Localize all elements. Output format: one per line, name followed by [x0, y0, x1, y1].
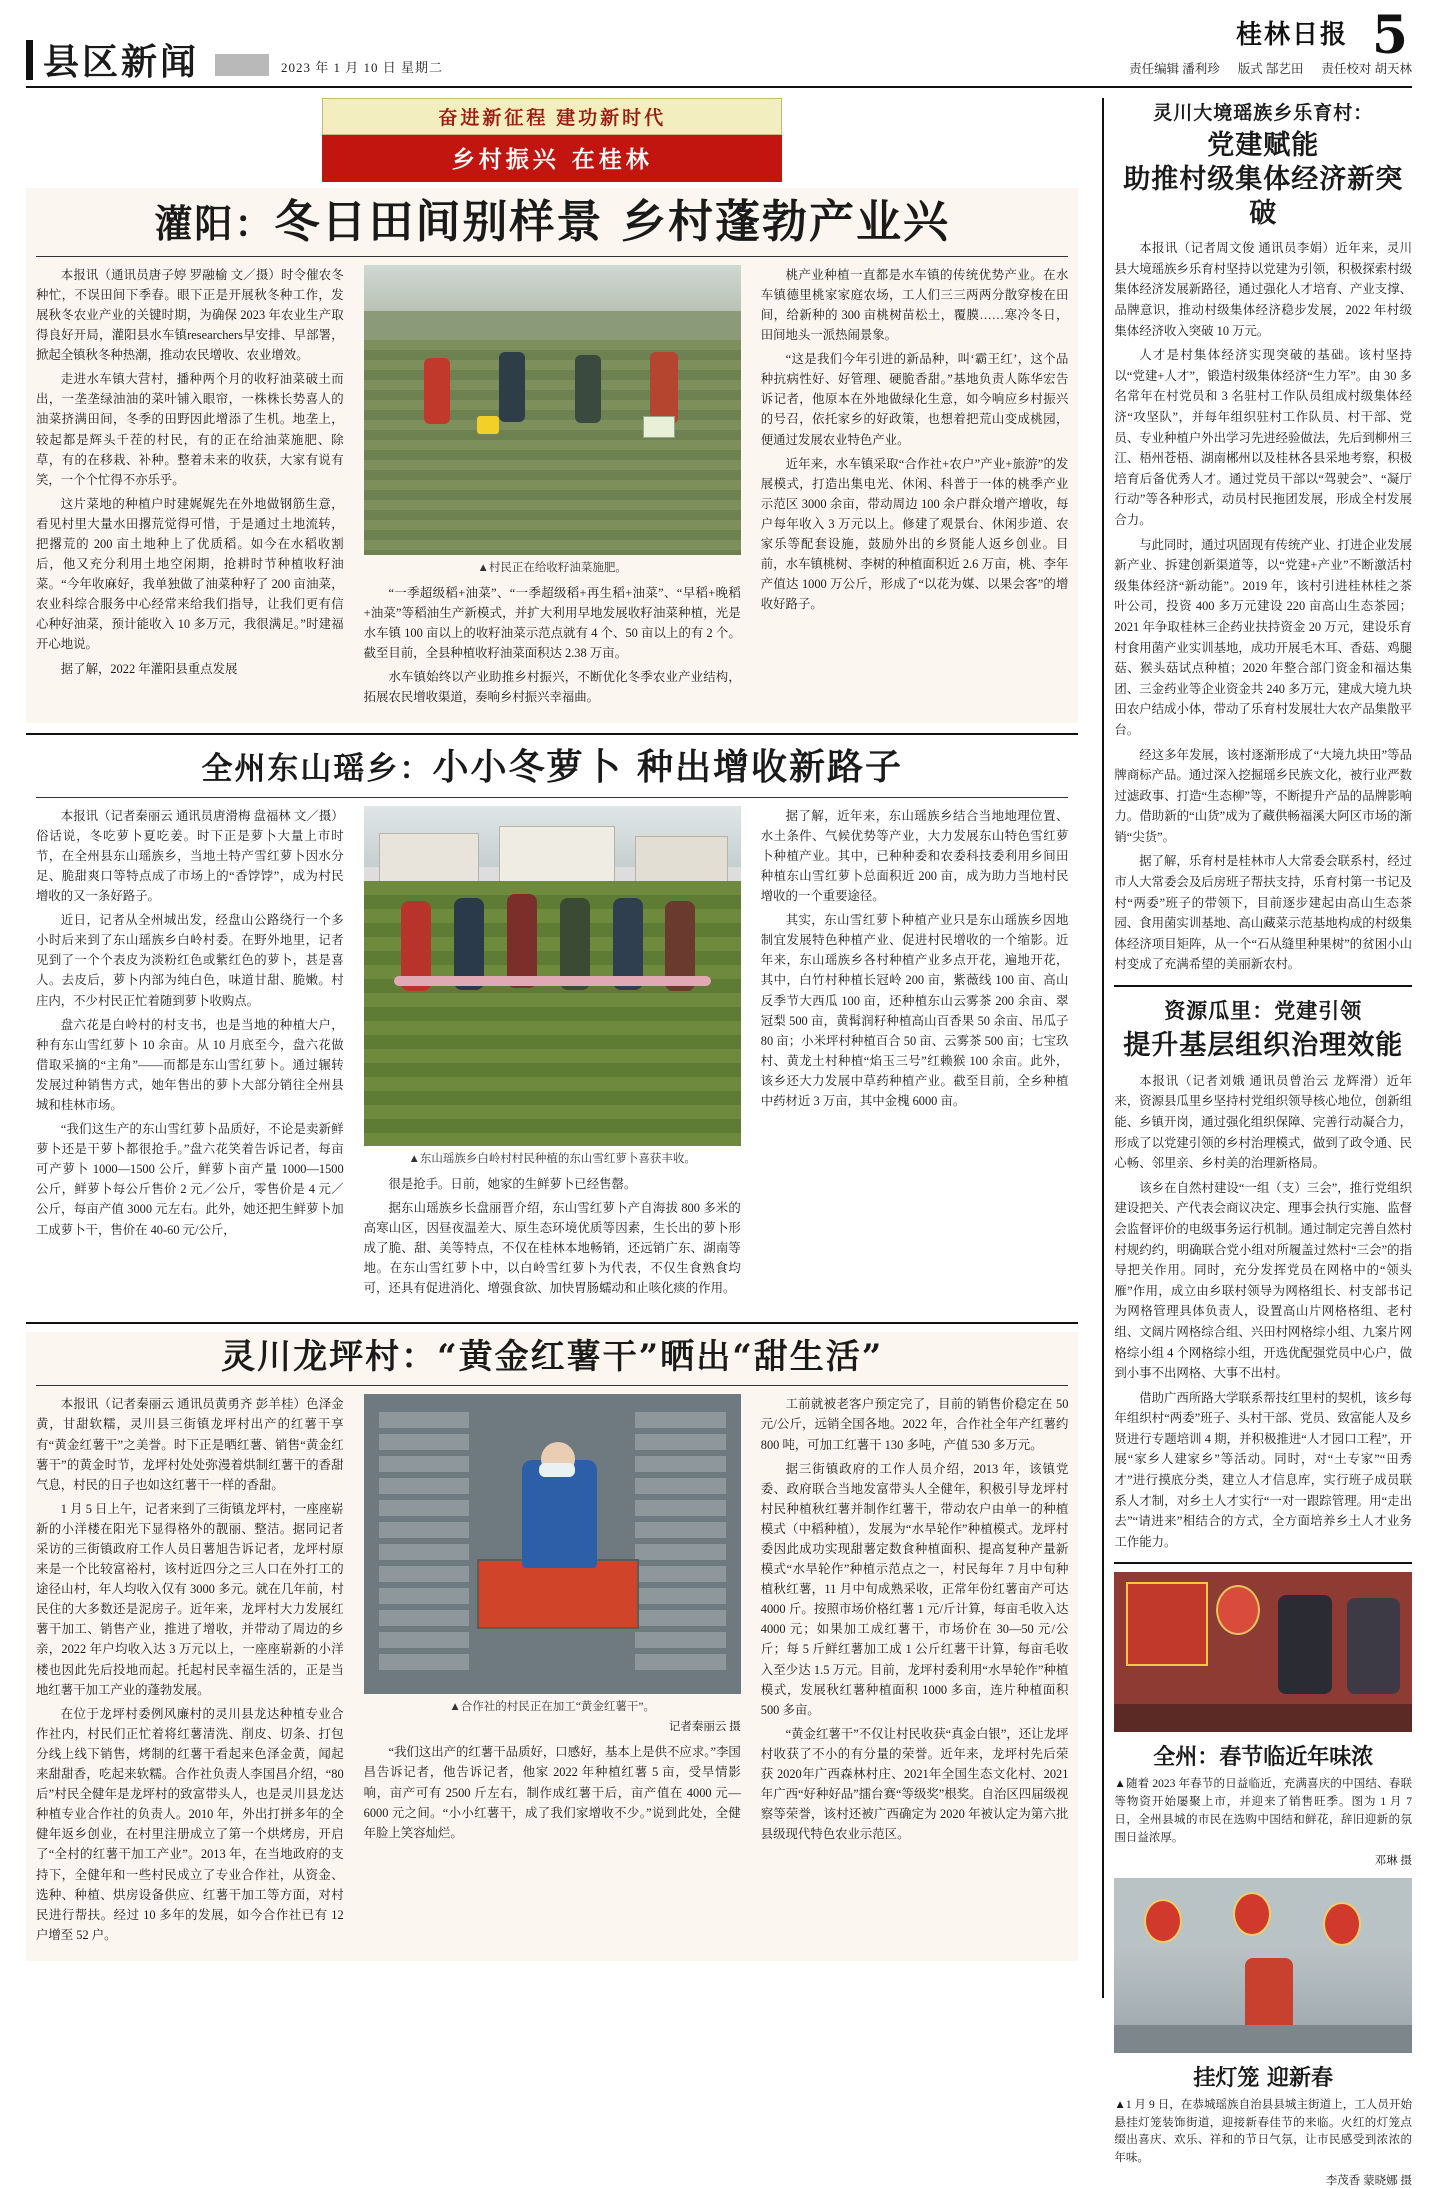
right2-body — [1114, 1071, 1412, 1553]
article2-col2-text — [364, 1174, 741, 1299]
right2-kicker: 资源瓜里：党建引领 — [1164, 998, 1363, 1024]
article3-col1 — [36, 1394, 344, 1949]
article3-figure — [364, 1394, 741, 1949]
paper-nameplate: 桂林日报 — [1235, 20, 1348, 50]
photo-person-1 — [424, 358, 450, 424]
masthead-date: 2023 年 1 月 10 日 星期二 — [281, 60, 444, 75]
article3-p7: “黄金红薯干”不仅让村民收获“真金白银”，还让龙坪村收获了不小的有分量的荣誉。近年来，龙坪村先后荣获 2020年广西森林村庄、2021年全国生态文化村、2021年广西“好种好品”擂台赛“等级奖”根奖。自治区四届级视察等荣誉，该村还被广西确定为 2020 年被认定为第六批县级现代特色农业示范区。 — [760, 1726, 1069, 1842]
photo-field — [364, 340, 741, 555]
right4-road — [1114, 2025, 1412, 2053]
divider-1 — [26, 733, 1078, 735]
right-article-1 — [1114, 98, 1412, 975]
photo-treeline — [364, 311, 741, 340]
article1-photo — [364, 265, 741, 555]
article3-p1: 本报讯（记者秦丽云 通讯员黄勇齐 彭羊桂）色泽金黄，甘甜软糯，灵川县三街镇龙坪村出产的红薯干享有“黄金红薯干”之美誉。时下正是晒红薯、销售“黄金红薯干”的黄金时节，龙坪村处处弥漫着烘制红薯干的香甜气息，村民的日子也如这红薯干一样的香甜。 — [36, 1397, 344, 1492]
right2-p2: 该乡在自然村建设“一组（支）三会”，推行党组织建设把关、产代表会商议决定、理事会执行实施、监督会监督评价的电级事务运行机制。通过制定完善自然村村规约约，明确联合党小组对所履盖过然村“三会”的指导把关作用。同时，充分发挥党员在网格中的“领头雁”作用，成立由乡联村领导为网格组长、村支部书记为网格管理具体负责人，设置高山片网格格组、老村组、文阔片网格综合组、兴田村网格综小组、九案片网格综小组 4 个网格综小组，开选优配强党员中心户，做到小事不出网格、大事不出村。 — [1114, 1180, 1412, 1381]
campaign-banner — [322, 98, 782, 182]
article2-col3 — [761, 806, 1069, 1303]
article1-col1 — [36, 265, 344, 712]
article3-p5: 工前就被老客户预定完了，目前的销售价稳定在 50 元/公斤，远销全国各地。2022 年，合作社全年产红薯约 800 吨，可加工红薯干 130 多吨，产值 530 多万元。 — [760, 1397, 1069, 1452]
article1-m3: “这是我们今年引进的新品种，叫‘霸王红’，这个品种抗病性好、好管理、硬脆香甜。”基地负责人陈华宏告诉记者，他原本在外地做绿化生意，如今响应乡村振兴的号召，依托家乡的好政策，也想着把荒山变成桃园，便通过发展农业特色产业。 — [760, 352, 1069, 447]
section-title: 县区新闻 — [43, 41, 200, 83]
column-divider — [1102, 98, 1104, 1998]
right-column — [1114, 98, 1412, 2187]
divider-2 — [26, 1322, 1078, 1324]
photo-yellow-basin — [477, 416, 499, 434]
article1-body — [36, 265, 1068, 712]
banner-bottom-text: 乡村振兴 在桂林 — [322, 135, 782, 182]
right1-p1: 本报讯（记者周文俊 通讯员李娟）近年来，灵川县大境瑶族乡乐育村坚持以党建为引领，积极探索村级集体经济发展新路径，通过强化人才培育、产业支撑、品牌意识，推动村级集体经济稳步发展，2022 年村级集体经济收入突破 10 万元。 — [1114, 241, 1412, 338]
article2-headline — [36, 747, 1068, 788]
credit-editor: 责任编辑 潘利珍 — [1129, 62, 1220, 76]
article3-caption: ▲合作社的村民正在加工“黄金红薯干”。 — [449, 1701, 656, 1714]
right3-shopper-1 — [1278, 1595, 1332, 1694]
article2-p5: 很是抢手。日前，她家的生鲜萝卜已经售罄。 — [388, 1176, 637, 1191]
photo-person-3 — [575, 355, 601, 423]
banner-top-text: 奋进新征程 建功新时代 — [322, 98, 782, 135]
article1-p2: 走进水车镇大营村，播种两个月的收籽油菜破土而出，一垄垄绿油油的菜叶铺入眼帘，一株株长势喜人的油菜挤满田间，冬季的田野因此增添了生机。地垄上，较起都是辉头千茬的村民，有的正在给油菜施肥、除草，有的在移栽、补种。整着未来的收获，大家有说有笑，一个个忙得不亦乐乎。 — [36, 372, 344, 487]
article2-headline-lead: 全州东山瑶乡： — [201, 751, 433, 788]
photo2-house-mid — [499, 826, 614, 882]
right-photo-story-2 — [1114, 1878, 1412, 2188]
article2-figure — [364, 806, 741, 1303]
article2-col1 — [36, 806, 344, 1303]
photo2-house-right — [635, 836, 728, 882]
article1-headline-main: 冬日田间别样景 乡村蓬勃产业兴 — [274, 195, 951, 248]
article2-p3: 盘六花是白岭村的村支书，也是当地的种植大户，种有东山雪红萝卜 10 余亩。从 10 月底至今，盘六花做借取采摘的“主角”——而都是东山雪红萝卜。通过辗转发展过种销售方式，她年售出的萝卜大部分销往全州县城和桂林市场。 — [36, 1017, 344, 1113]
article1-headline-lead: 灌阳： — [154, 201, 275, 246]
article3-p4: “我们这出产的红薯干品质好，口感好，基本上是供不应求。”李国昌告诉记者，他告诉记者，他家 2022 年种植红薯 5 亩，受旱情影响，亩产可有 2500 斤左右，制作成红薯干后，亩产值在 4000 元—6000 元之间。“小小红薯干，成了我们家增收不少。”说到此处，全健年脸上笑容灿烂。 — [363, 1745, 741, 1840]
photo3-drying-rack-right — [635, 1412, 726, 1676]
right4-lantern-3-icon — [1323, 1902, 1361, 1946]
photo3-face-mask — [539, 1463, 575, 1477]
article2-rule — [36, 797, 1068, 798]
photo2-radish-bundle — [394, 976, 711, 986]
article2-p7: 据了解，近年来，东山瑶族乡结合当地地理位置、水土条件、气候优势等产业，大力发展东山特色雪红萝卜种植产业。其中，已种种委和农委科技委利用乡间田种植东山雪红萝卜总面积近 200 亩，成为助力当地村民增收的一个重要途径。 — [760, 808, 1069, 904]
article3-photo-credit: 记者秦丽云 摄 — [668, 1721, 741, 1734]
right1-title-1: 党建赋能 — [1207, 130, 1320, 161]
right2-p3: 借助广西所路大学联系帮技红里村的契机，该乡每年组织村“两委”班子、头村干部、党员、致富能人及乡贤进行专题培训 4 期，并积极推进“人才园口工程”，开展“家乡人建家乡”等活动。同时，对“土专家”“田秀才”进行摸底分类，建立人才信息库，实行班子成员联系人才制，对乡土人才实行“一对一跟踪管理。用“走出去”“请进来”相结合的方式，全方面培养乡土人才业务工作能力。 — [1114, 1390, 1412, 1549]
right1-p3: 与此同时，通过巩固现有传统产业、打进企业发展新产业、拆建创新渠道等，以“党建+产业”不断激活村级集体经济“新动能”。2019 年，该村引进桂林桂之茶叶公司，投资 400 多万元建设 220 亩高山生态茶园；2021 年争取桂林三企药业扶持资金 20 万元，建设乐育村食用菌产业实训基地，成功开展毛木耳、香菇、鸡腿菇、猴头菇试点种植；2020 年整合部门资金和福达集团、三金药业等企业资金共 240 多万元，建成大境九块田农户结成小体，带动了乐育村发展壮大农产品集散平台。 — [1114, 537, 1412, 737]
right-divider-2 — [1114, 1562, 1412, 1564]
masthead-left — [26, 40, 444, 83]
credit-proof: 责任校对 胡天林 — [1321, 62, 1412, 76]
article2-p6: 据东山瑶族乡长盘丽晋介绍，东山雪红萝卜产自海拔 800 多米的高寒山区，因昼夜温差大、原生态环境优质等因素，生长出的萝卜形成了脆、甜、美等特点，不仅在桂林本地畅销，还远销广东、湖南等地。在东山雪红萝卜中，以白岭雪红萝卜为代表，不仅生食熟食均可，还具有促进消化、增强食欲、加快胃肠蠕动和止咳化痰的作用。 — [363, 1200, 741, 1296]
credit-layout: 版式 郜艺田 — [1237, 62, 1304, 76]
right3-lantern-icon — [1216, 1585, 1260, 1635]
article3-rule — [36, 1385, 1068, 1386]
masthead-credits — [1129, 59, 1412, 77]
article1-caption: ▲村民正在给收籽油菜施肥。 — [477, 561, 627, 574]
right3-couplet — [1126, 1582, 1207, 1666]
article1-col3 — [761, 265, 1069, 712]
page-number: 5 — [1371, 5, 1408, 66]
page-body — [26, 98, 1412, 2187]
right1-body — [1114, 238, 1412, 975]
masthead-rule-icon — [26, 40, 33, 80]
article2-headline-main: 小小冬萝卜 种出增收新路子 — [432, 746, 903, 789]
right3-caption: ▲随着 2023 年春节的日益临近，充满喜庆的中国结、春联等物资开始屡聚上市，并迎来了销售旺季。图为 1 月 7 日，全州县城的市民在选购中国结和鲜花，辞旧迎新的氛围日益浓厚。 — [1114, 1778, 1412, 1844]
article3-col3 — [761, 1394, 1069, 1949]
right1-p5: 据了解，乐育村是桂林市人大常委会联系村，经过市人大常委会及后房班子帮扶支持，乐育村第一书记及村“两委”班子的带领下，目前逐步建起由高山生态茶园、食用菌实训基地、高山藏菜示范基地构成的村级集体经济项目矩阵，从一个“石从缝里种果树”的贫困小山村变成了充满希望的美丽新农村。 — [1114, 854, 1412, 972]
right1-title-2: 助推村级集体经济新突破 — [1123, 163, 1404, 229]
right4-photo — [1114, 1878, 1412, 2053]
article1-col2-text — [364, 583, 741, 708]
article2-photo — [364, 806, 741, 1146]
photo-white-crate — [643, 416, 675, 438]
photo3-sweet-potato-tray — [477, 1559, 639, 1629]
article2-p2: 近日，记者从全州城出发，经盘山公路绕行一个多小时后来到了东山瑶族乡白岭村委。在野外地里，记者见到了一个个表皮为淡粉红色或紫红色的萝卜，甚是喜人。去皮后，萝卜内部为纯白色，味道甘甜、脆嫩。村庄内，不少村民正忙着随到萝卜收购点。 — [36, 913, 344, 1008]
right2-p1: 本报讯（记者刘娥 通讯员曾治云 龙辉滑）近年来，资源县瓜里乡坚持村党组织领导核心地位，创新组能、乡镇开岗，通过强化组织保障、完善行动凝合力，形成了以党建引领的乡村治理模式，做到了政令通、民心畅、邻里亲、乡村美的治理新格局。 — [1114, 1073, 1412, 1171]
article-quanzhou — [26, 743, 1078, 1312]
article2-p4: “我们这生产的东山雪红萝卜品质好，不论是卖新鲜萝卜还是干萝卜都很抢手。”盘六花笑着告诉记者，每亩可产萝卜 1000—1500 公斤，鲜萝卜亩产量 1000—1500 公斤，鲜萝卜每公斤售价 2 元／公斤，零售价是 4 元／公斤，每亩产值 3000 元左右。此外，她还把生鲜萝卜加工成萝卜干，售价在 40-60 元/公斤， — [36, 1122, 344, 1237]
article1-m1: “一季超级稻+油菜”、“一季超级稻+再生稻+油菜”、“早稻+晚稻+油菜”等稻油生产新模式，并扩大利用早地发展收籽油菜种植，光是水车镇 100 亩以上的收籽油菜示范点就有 4 个、50 亩以上的有 2 个。截至目前，全县种植收籽油菜面积达 2.38 万亩。 — [363, 585, 741, 661]
article1-m4: 近年来，水车镇采取“合作社+农户”产业+旅游”的发展模式，打造出集电光、休闲、科普于一体的桃季产业示范区 3000 余亩，带动周边 100 余户群众增产增收，每户每年收入 3 万元以上。修建了观景台、休闲步道、农家乐等配套设施，鼓励外出的乡贤能人返乡创业。目前，水车镇桃树、李树的种植面积近 2.6 万亩，桃、李年产值达 1000 万公斤，形成了“以花为媒、以果会客”的增收好路子。 — [760, 456, 1069, 612]
article1-rule — [36, 256, 1068, 257]
right-photo-story-1 — [1114, 1572, 1412, 1867]
article3-p2: 1 月 5 日上午，记者来到了三街镇龙坪村，一座座崭新的小洋楼在阳光下显得格外的靓丽、整洁。据同记者采访的三街镇政府工作人员日薯旭告诉记者，龙坪村原来是一个比较富裕村，该村近四分之三人口在外打工的途径山村，年人均收入仅有 3000 多元。就在几年前，村民住的大多数还是泥房子。近年来，龙坪村大力发展红薯干加工、销售产业，推进了增收，并带动了周边的乡亲，2022 年户均收入达 3 万元以上，一座座崭新的小洋楼也因此先后投地而起。托起村民幸福生活的，正是当地红薯干加工产业的蓬勃发展。 — [36, 1501, 344, 1697]
left-column — [26, 98, 1092, 1998]
article1-figure — [364, 265, 741, 712]
article3-col2-text — [364, 1742, 741, 1842]
right3-floor — [1114, 1704, 1412, 1733]
right3-credit: 邓琳 摄 — [1374, 1854, 1412, 1867]
right3-title: 全州：春节临近年味浓 — [1153, 1744, 1374, 1771]
article3-headline — [36, 1338, 1068, 1377]
article2-caption: ▲东山瑶族乡白岭村村民种植的东山雪红萝卜喜获丰收。 — [408, 1152, 696, 1165]
article3-photo — [364, 1394, 741, 1694]
article1-p3: 这片菜地的种植户时建娓娓先在外地做钢筋生意，看见村里大量水田撂荒觉得可惜，于是通过土地流转，把撂荒的 200 亩土地种上了优质稻。如今在水稻收割后，他又充分利用土地空闲期，抢耕时节种植收籽油菜。“今年收麻好，我单独做了油菜种籽了 200 亩油菜，农业科综合服务中心经常来给我们指导，让我们更有信心种好油菜，预计能收入 10 多万元，我很满足。”时建福开心地说。 — [36, 496, 344, 652]
article1-headline — [36, 196, 1068, 248]
article1-p1: 本报讯（通讯员唐子婷 罗融榆 文／摄）时令催农冬种忙，不误田间下季春。眼下正是开展秋冬种工作，发展秋冬农业产业的关键时期，为确保 2023 年农业生产取得良好开局，灌阳县水车镇researchers早安排、早部署，掀起全镇秋冬种热潮，推动农民增收、农业增效。 — [36, 267, 344, 363]
photo-person-2 — [499, 352, 525, 422]
photo2-person-3 — [507, 894, 537, 988]
article1-m5: 水车镇始终以产业助推乡村振兴，不断优化冬季农业产业结构，拓展农民增收渠道，奏响乡村振兴幸福曲。 — [363, 670, 741, 705]
right3-shopper-2 — [1347, 1598, 1401, 1694]
masthead — [26, 5, 1412, 88]
right3-photo — [1114, 1572, 1412, 1732]
article1-p4: 据了解，2022 年灌阳县重点发展 — [60, 661, 238, 676]
photo-sky — [364, 265, 741, 311]
article3-p6: 据三街镇政府的工作人员介绍，2013 年，该镇党委、政府联合当地发富带头人全健年，积极引导龙坪村村民种植秋红薯并制作红薯干，带动农户由单一的种植模式（中稻种植），发展为“水旱轮作”种植模式。龙坪村委因此成功实现甜薯定数食种植面积、提高复种产量新模式“水旱轮作”种植示范点之一，村民每年 7 月中旬种植秋红薯，11 月中旬成熟采收，正常年份红薯亩产可达 4000 斤。按照市场价格红薯 1 元/斤计算，每亩毛收入达 4000 元；如果加工成红薯干，市场价在 30—50 元/公斤；每 5 斤鲜红薯加工成 1 公斤红薯干计算，每亩毛收入至少达 1.5 万元。目前，龙坪村委利用“水旱轮作”种植模式，发展秋红薯种植面积 1000 多亩，连片种植面积 500 多亩。 — [760, 1461, 1069, 1717]
right4-caption: ▲1 月 9 日，在恭城瑶族自治县县城主街道上，工人员开始悬挂灯笼装饰街道，迎接新春佳节的来临。火红的灯笼点缀出喜庆、欢乐、祥和的节日气氛，让市民感受到浓浓的年味。 — [1114, 2098, 1412, 2165]
photo-person-4 — [650, 352, 678, 424]
article3-body — [36, 1394, 1068, 1949]
right4-worker — [1245, 1958, 1293, 2035]
right-article-2 — [1114, 995, 1412, 1552]
article-guanyang — [26, 188, 1078, 723]
photo2-house-left — [379, 833, 479, 883]
right4-credit: 李茂香 蒙晓娜 摄 — [1325, 2174, 1412, 2187]
article-lingchuan — [26, 1332, 1078, 1961]
right4-title: 挂灯笼 迎新春 — [1193, 2064, 1334, 2091]
article3-headline-lead: 灵川龙坪村： — [221, 1337, 438, 1378]
article2-p8: 其实，东山雪红萝卜种植产业只是东山瑶族乡因地制宜发展特色种植产业、促进村民增收的一个缩影。近年来，东山瑶族乡各村种植产业多点开花，遍地开花，其中，白竹村种植长冠岭 200 亩，紫薇线 100 亩、高山反季节大西瓜 100 亩，还种植东山云雾茶 200 余亩、翠冠梨 500 亩，黄髯润籽种植高山百香果 50 余亩、吊瓜子 80 亩；小米坪村种植百合 50 亩、云雾茶 500 亩；七宝玖村、黄龙土村种植“焰玉三号”红赖猴 100 余亩。此外，该乡还大力发展中草药种植产业。截至目前，全乡种植中药材近 3 万亩，其中金槐 6000 亩。 — [760, 913, 1069, 1109]
right1-p4: 经这多年发展，该村逐渐形成了“大境九块田”等品牌商标产品。通过深入挖掘瑶乡民族文化，被行业严数过滤政事、打造“生态柳”等，不断提升产品的品牌影响力。借助新的“山货”成为了藏供畅福溪大阿区市场的渐销“尖货”。 — [1114, 747, 1412, 844]
article1-m2: 桃产业种植一直都是水车镇的传统优势产业。在水车镇德里桃家家庭农场，工人们三三两两分散穿梭在田间，给新种的 300 亩桃树苗松土，覆膜……寒冷冬日，田间地头一派热闹景象。 — [760, 267, 1069, 343]
right-divider-1 — [1114, 985, 1412, 987]
right4-lantern-1-icon — [1144, 1899, 1182, 1943]
masthead-gray-block — [215, 54, 269, 76]
article3-headline-main: “黄金红薯干”晒出“甜生活” — [437, 1337, 884, 1378]
article3-p3: 在位于龙坪村委例风廉村的灵川县龙达种植专业合作社内，村民们正忙着将红薯清洗、削皮、切条、打包分线上线下销售，烤制的红薯干看起来色泽金黄，闻起来甜甜香，吃起来软糯。合作社负责人李国昌介绍，“80 后”村民全健年是龙坪村的致富带头人，也是灵川县龙达种植专业合作社的负责人。2010 年，外出打拼多年的全健年返乡创业，在村里注册成立了第一个烘烤房，开启了“全村的红薯干加工产业”。2013 年，在当地政府的支持下，全健年和一些村民成立了专业合作社，从资金、选种、种植、烘房设备供应、红薯干加工等方面，对村民进行帮扶。经过 10 多年的发展，如今合作社已有 12 户增至 52 户。 — [36, 1706, 344, 1942]
right4-lantern-2-icon — [1233, 1892, 1271, 1936]
article2-body — [36, 806, 1068, 1303]
article2-p1: 本报讯（记者秦丽云 通讯员唐滑梅 盘福林 文／摄）俗话说，冬吃萝卜夏吃姜。时下正是萝卜大量上市时节，在全州县东山瑶族乡，当地土特产雪红萝卜因水分足、脆甜爽口等特点成了市场上的“香饽饽”，成为村民增收的又一条好路子。 — [36, 808, 344, 904]
right2-title: 提升基层组织治理效能 — [1123, 1030, 1404, 1062]
photo3-drying-rack-left — [379, 1412, 470, 1676]
right1-p2: 人才是村集体经济实现突破的基础。该村坚持以“党建+人才”，锻造村级集体经济“生力军”。由 30 多名常年在村党员和 3 名驻村工作队员组成村级集体经济“攻坚队”，并每年组织驻村工作队员、村干部、党员、专业种植户外出学习先进经验做法，先后到柳州三江、梧州苍梧、湖南郴州以及桂林各县采地考察，积极培育后备优秀人才。通过党员干部以“驾驶会”、“凝厅行动”等各种形式，动员村民拖团发展，形成全村发展合力。 — [1114, 348, 1412, 527]
right1-kicker: 灵川大境瑶族乡乐育村： — [1153, 102, 1374, 124]
